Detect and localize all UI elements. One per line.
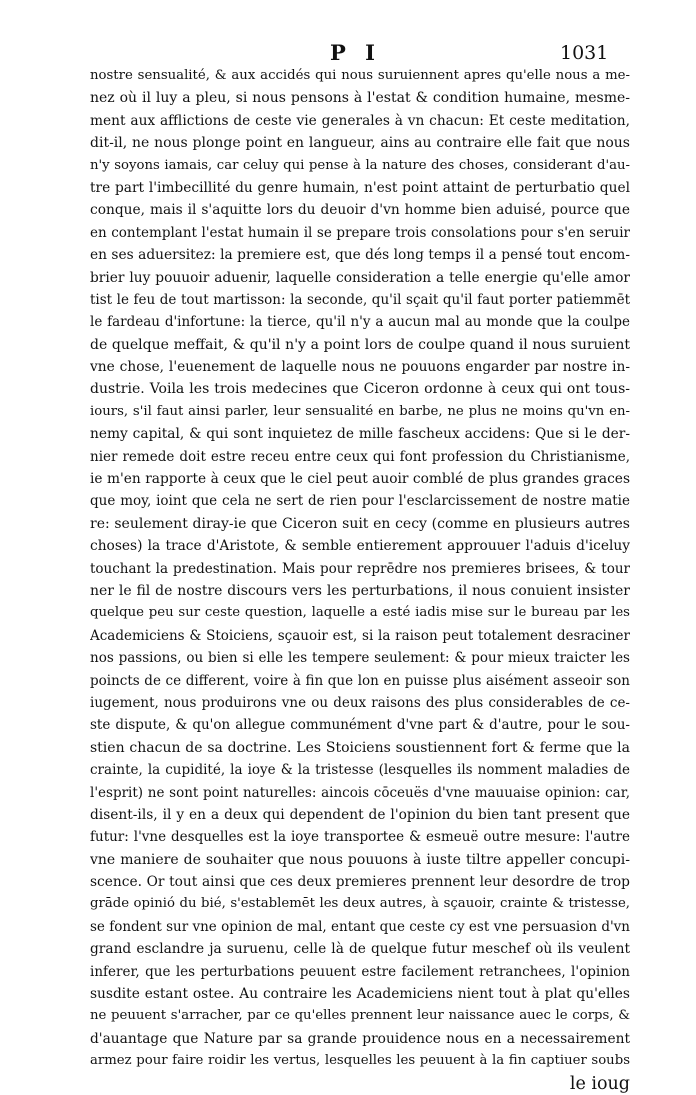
text-line: touchant la predestination. Mais pour reprēdre nos premieres brisees, & tour	[90, 560, 630, 577]
text-line: que moy, ioint que cela ne sert de rien pour l'esclarcissement de nostre matie	[90, 493, 630, 510]
text-line: iours, s'il faut ainsi parler, leur sensualité en barbe, ne plus ne moins qu'vn en-	[90, 403, 630, 419]
text-line: en contemplant l'estat humain il se prepare trois consolations pour s'en seruir	[90, 224, 630, 241]
text-line: susdite estant ostee. Au contraire les Academiciens nient tout à plat qu'elles	[90, 986, 630, 1003]
text-line: ie m'en rapporte à ceux que le ciel peut auoir comblé de plus grandes graces	[90, 471, 630, 488]
text-line: se fondent sur vne opinion de mal, entant que ceste cy est vne persuasion d'vn	[90, 918, 630, 935]
page-header	[0, 40, 696, 66]
running-head-signature: P I	[330, 40, 381, 65]
text-line: d'auantage que Nature par sa grande prouidence nous en a necessairement	[90, 1030, 630, 1047]
text-line: nostre sensualité, & aux accidés qui nous suruiennent apres qu'elle nous a me-	[90, 68, 630, 83]
text-line: n'y soyons iamais, car celuy qui pense à la nature des choses, considerant d'au-	[90, 157, 630, 173]
text-line: choses) la trace d'Aristote, & semble entierement approuuer l'aduis d'iceluy	[90, 538, 630, 555]
body-text	[90, 65, 630, 1095]
text-line: armez pour faire roidir les vertus, lesquelles les peuuent à la fin captiuer soubs	[90, 1053, 630, 1069]
text-line: Academiciens & Stoiciens, sçauoir est, si la raison peut totalement desraciner	[90, 627, 630, 644]
text-line: l'esprit) ne sont point naturelles: aincois cōceuës d'vne mauuaise opinion: car,	[90, 784, 630, 801]
text-line: nier remede doit estre receu entre ceux qui font profession du Christianisme,	[90, 448, 630, 465]
page-number: 1031	[560, 42, 609, 64]
text-line: en ses aduersitez: la premiere est, que dés long temps il a pensé tout encom-	[90, 247, 630, 264]
text-line: disent-ils, il y en a deux qui dependent de l'opinion du bien tant present que	[90, 806, 630, 823]
text-line: ment aux afflictions de ceste vie generales à vn chacun: Et ceste meditation,	[90, 112, 630, 129]
text-line: le fardeau d'infortune: la tierce, qu'il n'y a aucun mal au monde que la coulpe	[90, 314, 630, 331]
text-line: nez où il luy a pleu, si nous pensons à l'estat & condition humaine, mesme-	[90, 90, 630, 107]
text-line: re: seulement diray-ie que Ciceron suit en cecy (comme en plusieurs autres	[90, 515, 630, 532]
text-line: stien chacun de sa doctrine. Les Stoiciens soustiennent fort & ferme que la	[90, 739, 630, 756]
text-line: brier luy pouuoir aduenir, laquelle consideration a telle energie qu'elle amor	[90, 269, 630, 286]
text-line: vne chose, l'euenement de laquelle nous ne pouuons engarder par nostre in-	[90, 359, 630, 376]
text-line: dit-il, ne nous plonge point en langueur, ains au contraire elle fait que nous	[90, 135, 630, 152]
text-line: grand esclandre ja suruenu, celle là de quelque futur meschef où ils veulent	[90, 941, 630, 958]
text-line: ner le fil de nostre discours vers les perturbations, il nous conuient insister	[90, 582, 630, 599]
text-line: scence. Or tout ainsi que ces deux premieres prennent leur desordre de trop	[90, 874, 630, 891]
text-line: de quelque meffait, & qu'il n'y a point lors de coulpe quand il nous suruient	[90, 336, 630, 353]
text-line: tist le feu de tout martisson: la seconde, qu'il sçait qu'il faut porter patiemmēt	[90, 291, 630, 308]
text-line: poincts de ce different, voire à fin que lon en puisse plus aisément asseoir son	[90, 672, 630, 689]
text-line: inferer, que les perturbations peuuent estre facilement retranchees, l'opinion	[90, 963, 630, 980]
text-line: nemy capital, & qui sont inquietez de mille fascheux accidens: Que si le der-	[90, 426, 630, 443]
text-line: vne maniere de souhaiter que nous pouuons à iuste tiltre appeller concupi-	[90, 851, 630, 868]
text-line: quelque peu sur ceste question, laquelle a esté iadis mise sur le bureau par les	[90, 605, 630, 621]
text-line: le ioug	[569, 1073, 630, 1094]
text-line: ne peuuent s'arracher, par ce qu'elles prennent leur naissance auec le corps, &	[90, 1008, 630, 1024]
text-line: futur: l'vne desquelles est la ioye transportee & esmeuë outre mesure: l'autre	[90, 829, 630, 846]
text-line: dustrie. Voila les trois medecines que Ciceron ordonne à ceux qui ont tous-	[90, 381, 630, 398]
text-line: grāde opinió du bié, s'establemēt les deux autres, à sçauoir, crainte & tristesse,	[90, 896, 630, 912]
text-line: nos passions, ou bien si elle les tempere seulement: & pour mieux traicter les	[90, 650, 630, 667]
text-line: iugement, nous produirons vne ou deux raisons des plus considerables de ce-	[90, 694, 630, 711]
text-line: ste dispute, & qu'on allegue communément d'vne part & d'autre, pour le sou-	[90, 717, 630, 734]
text-line: crainte, la cupidité, la ioye & la tristesse (lesquelles ils nomment maladies de	[90, 762, 630, 779]
text-line: tre part l'imbecillité du genre humain, n'est point attaint de perturbatio quel	[90, 179, 630, 196]
text-line: conque, mais il s'aquitte lors du deuoir d'vn homme bien aduisé, pource que	[90, 202, 630, 219]
